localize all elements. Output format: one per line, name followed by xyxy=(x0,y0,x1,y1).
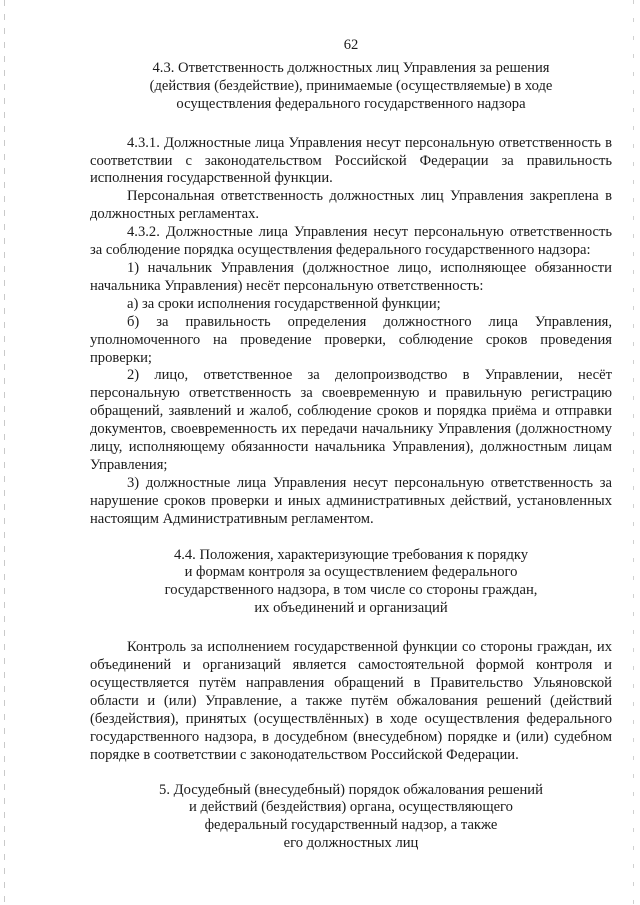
section-5-title-line: 5. Досудебный (внесудебный) порядок обжалования решений xyxy=(159,781,543,798)
section-4-3-title xyxy=(90,60,612,114)
section-5-title xyxy=(90,782,612,854)
section-5-title-line: и действий (бездействия) органа, осуществляющего xyxy=(189,799,513,816)
paragraph-4-3-1: 4.3.1. Должностные лица Управления несут персональную ответственность в соответствии с законодательством Российской Федерации за правильность исполнения государственной функции. xyxy=(90,134,612,187)
section-5-title-line: его должностных лиц xyxy=(283,835,419,852)
scan-edge-right xyxy=(633,0,634,905)
section-4-4-title-line: их объединений и организаций xyxy=(254,600,448,617)
paragraph-personal-responsibility: Персональная ответственность должностных лиц Управления закреплена в должностных регламентах. xyxy=(90,188,612,223)
paragraph-public-control: Контроль за исполнением государственной функции со стороны граждан, их объединений и организаций является самостоятельной формой контроля и осуществляется путём направления обращений в Правительство Ульяновской области и (или) Управление, а также путём обжалования решений (действий (бездействия), принятых (осуществлённых) в ходе осуществления федерального государственного надзора, в досудебном (внесудебном) порядке и (или) судебном порядке в соответствии с законодательством Российской Федерации. xyxy=(90,639,612,763)
section-4-3-title-line: осуществления федерального государственного надзора xyxy=(176,95,526,112)
list-item-1: 1) начальник Управления (должностное лицо, исполняющее обязанности начальника Управления) несёт персональную ответственность: xyxy=(90,259,612,294)
list-item-1b: б) за правильность определения должностного лица Управления, уполномоченного на проведение проверки, соблюдение сроков проведения проверки; xyxy=(90,313,612,366)
scan-edge-left xyxy=(4,0,5,905)
section-4-4-title-line: и формам контроля за осуществлением федерального xyxy=(184,564,518,581)
page-content xyxy=(90,37,612,853)
page-number: 62 xyxy=(343,37,359,53)
paragraph-4-3-2: 4.3.2. Должностные лица Управления несут персональную ответственность за соблюдение порядка осуществления федерального государственного надзора: xyxy=(90,224,612,259)
section-4-4-title-line: 4.4. Положения, характеризующие требования к порядку xyxy=(173,546,529,563)
section-4-3-title-line: 4.3. Ответственность должностных лиц Управления за решения xyxy=(152,59,550,76)
list-item-1a: а) за сроки исполнения государственной функции; xyxy=(127,295,441,312)
section-4-4-title xyxy=(90,547,612,619)
list-item-2: 2) лицо, ответственное за делопроизводство в Управлении, несёт персональную ответственность за своевременную и правильную регистрацию обращений, заявлений и жалоб, соблюдение сроков и порядка приёма и отправки документов, своевременность их передачи начальнику Управления (должностному лицу, исполняющему обязанности начальника Управления), должностным лицам Управления; xyxy=(90,367,612,473)
section-4-4-title-line: государственного надзора, в том числе со стороны граждан, xyxy=(164,582,538,599)
list-item-3: 3) должностные лица Управления несут персональную ответственность за нарушение сроков проверки и иных административных действий, установленных настоящим Административным регламентом. xyxy=(90,474,612,527)
section-4-3-title-line: (действия (бездействие), принимаемые (осуществляемые) в ходе xyxy=(149,77,553,94)
section-5-title-line: федеральный государственный надзор, а также xyxy=(204,817,498,834)
